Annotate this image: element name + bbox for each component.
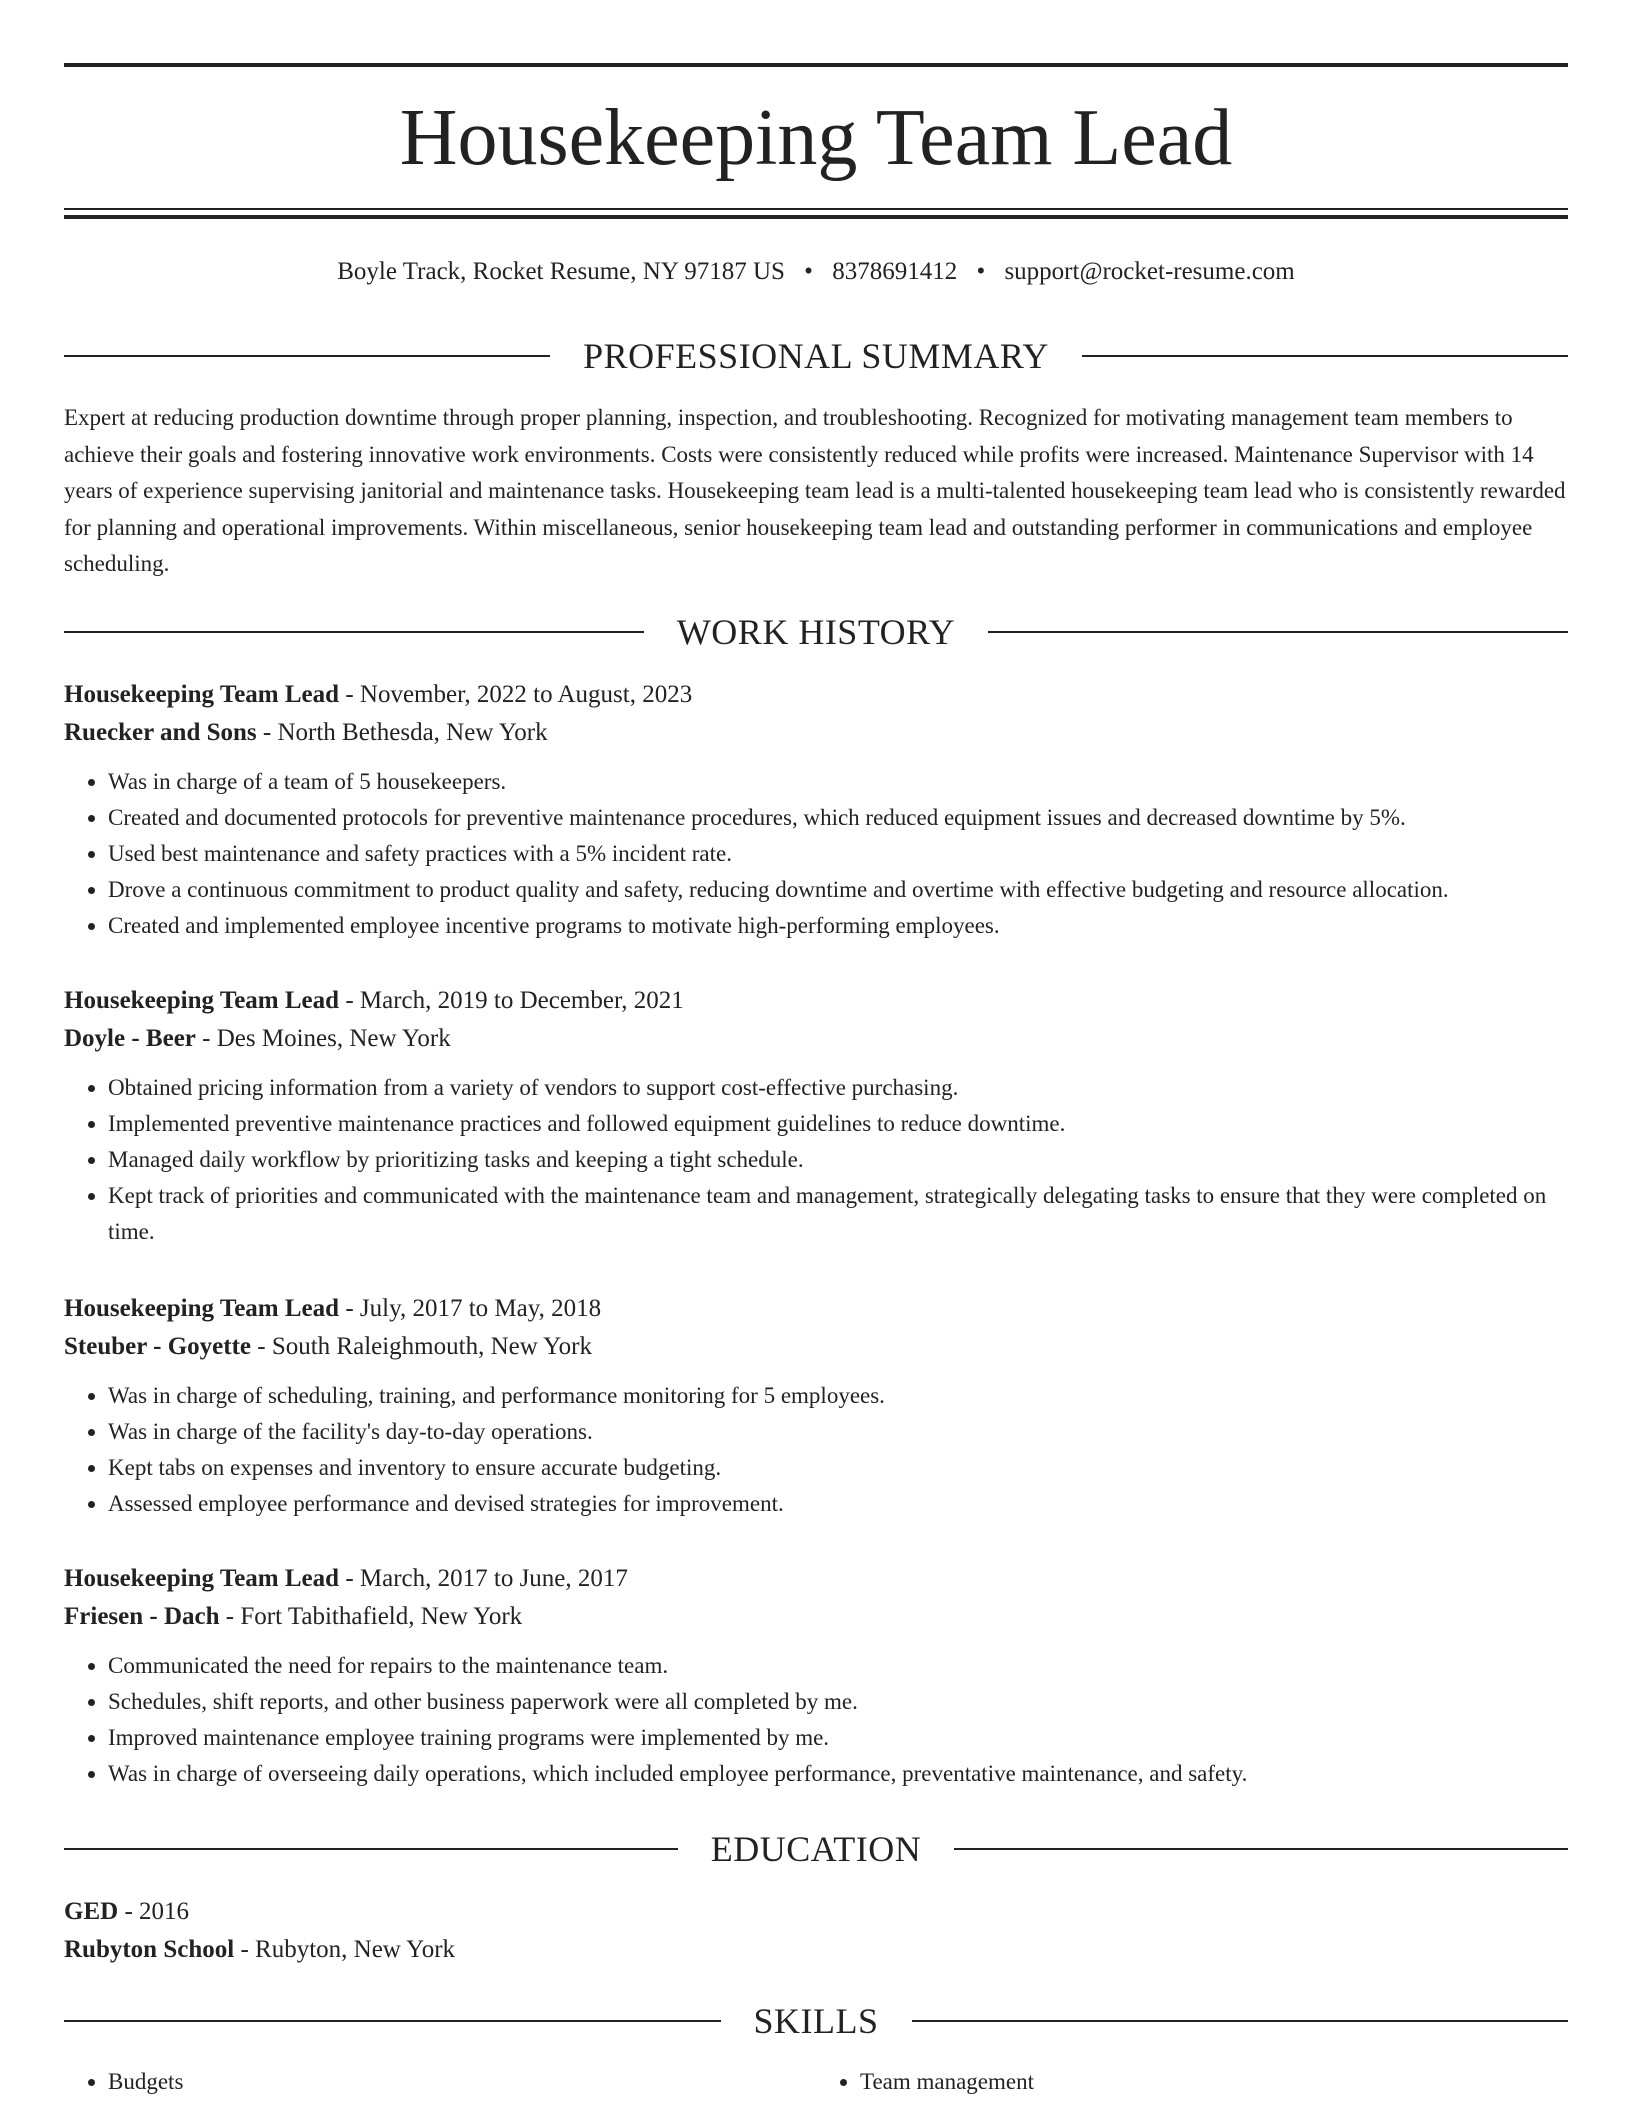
job-entry (64, 982, 1568, 1250)
header-double-rule-thick (64, 215, 1568, 219)
summary-text: Expert at reducing production downtime through proper planning, inspection, and troubleshooting. Recognized for motivating management team members to achieve their goals and fostering innovative work environments. Costs were consistently reduced while profits were increased. Maintenance Supervisor with 14 years of experience supervising janitorial and maintenance tasks. Housekeeping team lead is a multi-talented housekeeping team lead who is consistently rewarded for planning and operational improvements. Within miscellaneous, senior housekeeping team lead and outstanding performer in communications and employee scheduling. (64, 405, 1566, 576)
skill-item: • Team management (860, 2064, 1568, 2100)
job-company: Ruecker and Sons (64, 719, 257, 746)
job-bullets (64, 1070, 1568, 1250)
education-location: - Rubyton, New York (234, 1936, 456, 1963)
section-divider (64, 1848, 678, 1850)
education-year: - 2016 (118, 1898, 190, 1925)
skills-list (64, 2064, 1568, 2100)
job-bullets (64, 764, 1568, 944)
job-bullet: • Created and documented protocols for preventive maintenance procedures, which reduced equipment issues and decreased downtime by 5%. (108, 800, 1568, 836)
header-double-rule-thin (64, 208, 1568, 210)
job-dates: - March, 2017 to June, 2017 (339, 1565, 628, 1592)
job-title: Housekeeping Team Lead (64, 987, 340, 1014)
job-bullet: • Schedules, shift reports, and other business paperwork were all completed by me. (108, 1684, 1568, 1720)
section-divider (988, 631, 1568, 633)
job-entry (64, 1560, 1568, 1792)
job-bullet: • Kept track of priorities and communicated with the maintenance team and management, strategically delegating tasks to ensure that they were completed on time. (108, 1178, 1568, 1250)
skills-section-heading (64, 1999, 1568, 2043)
resume-name: Housekeeping Team Lead (399, 94, 1233, 182)
skills-column-left (64, 2064, 816, 2100)
job-dates: - July, 2017 to May, 2018 (339, 1295, 602, 1322)
contact-address: Boyle Track, Rocket Resume, NY 97187 US (337, 258, 785, 285)
job-bullet: • Obtained pricing information from a variety of vendors to support cost-effective purchasing. (108, 1070, 1568, 1106)
section-divider (64, 631, 644, 633)
summary-section-heading (64, 334, 1568, 378)
work-section-title: WORK HISTORY (676, 612, 956, 652)
job-bullet: • Managed daily workflow by prioritizing tasks and keeping a tight schedule. (108, 1142, 1568, 1178)
job-dates: - March, 2019 to December, 2021 (339, 987, 684, 1014)
skills-column-right (816, 2064, 1568, 2100)
job-title: Housekeeping Team Lead (64, 681, 340, 708)
job-company: Doyle - Beer (64, 1025, 196, 1052)
education-degree: GED (64, 1898, 119, 1925)
job-company: Friesen - Dach (64, 1603, 220, 1630)
education-entry (64, 1893, 1568, 1969)
job-bullet: • Was in charge of overseeing daily operations, which included employee performance, preventative maintenance, and safety. (108, 1756, 1568, 1792)
contact-email: support@rocket-resume.com (1004, 258, 1295, 285)
job-bullet: • Used best maintenance and safety practices with a 5% incident rate. (108, 836, 1568, 872)
job-bullet: • Assessed employee performance and devised strategies for improvement. (108, 1486, 1568, 1522)
job-location: - South Raleighmouth, New York (251, 1333, 592, 1360)
section-divider (954, 1848, 1568, 1850)
job-bullet: • Improved maintenance employee training programs were implemented by me. (108, 1720, 1568, 1756)
contact-separator: • (804, 258, 813, 285)
skill-item: • Budgets (108, 2064, 816, 2100)
job-bullet: • Was in charge of the facility's day-to-day operations. (108, 1414, 1568, 1450)
education-section-heading (64, 1827, 1568, 1871)
job-entry (64, 676, 1568, 944)
job-dates: - November, 2022 to August, 2023 (339, 681, 693, 708)
job-location: - Fort Tabithafield, New York (219, 1603, 523, 1630)
job-bullet: • Created and implemented employee incentive programs to motivate high-performing employees. (108, 908, 1568, 944)
job-bullet: • Communicated the need for repairs to the maintenance team. (108, 1648, 1568, 1684)
job-bullet: • Kept tabs on expenses and inventory to ensure accurate budgeting. (108, 1450, 1568, 1486)
work-section-heading (64, 610, 1568, 654)
section-divider (64, 355, 550, 357)
contact-separator: • (976, 258, 986, 285)
header-top-rule (64, 63, 1568, 67)
job-entry (64, 1290, 1568, 1522)
job-bullet: • Drove a continuous commitment to product quality and safety, reducing downtime and overtime with effective budgeting and resource allocation. (108, 872, 1568, 908)
job-bullet: • Was in charge of a team of 5 housekeepers. (108, 764, 1568, 800)
job-title: Housekeeping Team Lead (64, 1295, 340, 1322)
contact-line (64, 254, 1568, 290)
contact-phone: 8378691412 (832, 258, 958, 285)
section-divider (1082, 355, 1568, 357)
job-location: - Des Moines, New York (195, 1025, 451, 1052)
education-school: Rubyton School (64, 1936, 235, 1963)
job-bullet: • Implemented preventive maintenance practices and followed equipment guidelines to reduce downtime. (108, 1106, 1568, 1142)
job-bullets (64, 1378, 1568, 1522)
section-divider (64, 2020, 721, 2022)
education-section-title: EDUCATION (710, 1829, 922, 1869)
skills-section-title: SKILLS (753, 2001, 879, 2041)
job-bullet: • Was in charge of scheduling, training, and performance monitoring for 5 employees. (108, 1378, 1568, 1414)
job-bullets (64, 1648, 1568, 1792)
job-location: - North Bethesda, New York (256, 719, 548, 746)
job-title: Housekeeping Team Lead (64, 1565, 340, 1592)
section-divider (912, 2020, 1569, 2022)
job-company: Steuber - Goyette (64, 1333, 251, 1360)
summary-section-title: PROFESSIONAL SUMMARY (583, 336, 1049, 376)
